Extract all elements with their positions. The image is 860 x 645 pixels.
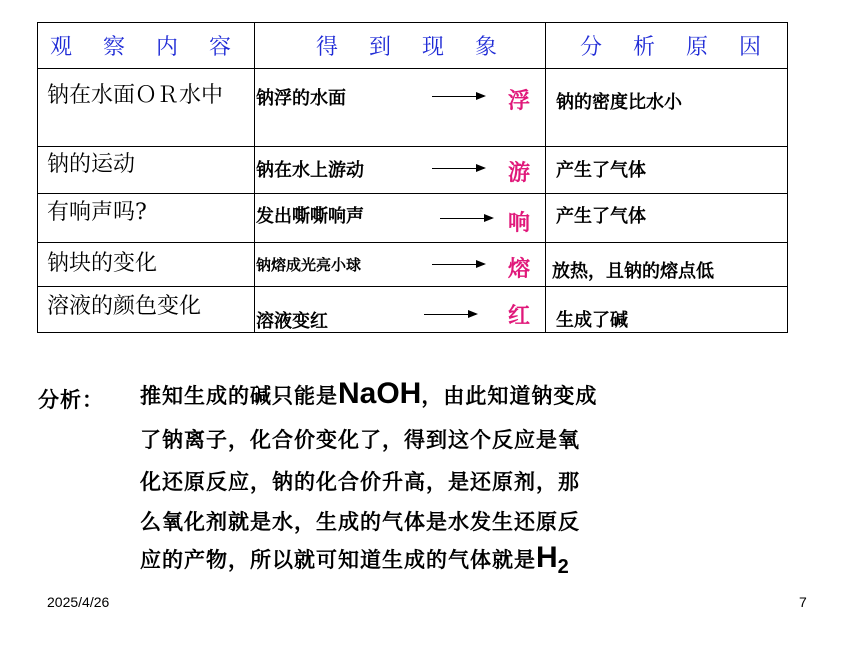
row1-arrow-icon xyxy=(432,96,484,97)
formula-naoh: NaOH xyxy=(338,377,422,410)
row2-observation: 钠的运动 xyxy=(47,152,136,177)
analysis-line-3: 化还原反应，钠的化合价升高，是还原剂，那 xyxy=(140,470,580,494)
footer-date: 2025/4/26 xyxy=(47,594,110,610)
row3-arrow-icon xyxy=(440,218,492,219)
analysis-label: 分析： xyxy=(38,388,104,412)
analysis-line-5 xyxy=(140,541,569,579)
row4-arrow-icon xyxy=(432,264,484,265)
row2-keyword: 游 xyxy=(508,161,531,186)
analysis-line-4: 么氧化剂就是水，生成的气体是水发生还原反 xyxy=(140,510,580,534)
table-row-divider-2 xyxy=(38,146,787,147)
row5-arrow-icon xyxy=(424,314,476,315)
row2-arrow-icon xyxy=(432,168,484,169)
row5-phenomenon: 溶液变红 xyxy=(256,311,328,332)
header-phenomenon: 得 到 现 象 xyxy=(316,34,509,60)
row3-phenomenon: 发出嘶嘶响声 xyxy=(256,206,364,227)
formula-h2-subscript: 2 xyxy=(557,556,569,578)
row5-observation: 溶液的颜色变化 xyxy=(47,294,202,319)
row5-keyword: 红 xyxy=(508,304,531,329)
row4-phenomenon: 钠熔成光亮小球 xyxy=(256,256,362,274)
header-reason: 分 析 原 因 xyxy=(580,34,773,60)
formula-h2-element: H xyxy=(536,541,558,574)
row4-reason: 放热，且钠的熔点低 xyxy=(552,261,714,282)
formula-h2 xyxy=(536,541,569,578)
table-row-divider-4 xyxy=(38,242,787,243)
table-row-divider-3 xyxy=(38,193,787,194)
analysis-line-1-pre: 推知生成的碱只能是 xyxy=(140,384,338,408)
row2-reason: 产生了气体 xyxy=(556,160,646,181)
analysis-line-5-pre: 应的产物，所以就可知道生成的气体就是 xyxy=(140,548,536,572)
row1-observation: 钠在水面ＯＲ水中 xyxy=(47,83,224,108)
table-row-divider-1 xyxy=(38,68,787,69)
row4-keyword: 熔 xyxy=(508,257,531,282)
header-observation: 观 察 内 容 xyxy=(50,34,243,60)
row3-observation: 有响声吗? xyxy=(47,200,147,225)
analysis-line-1-post: ，由此知道钠变成 xyxy=(421,384,598,408)
row1-reason: 钠的密度比水小 xyxy=(556,92,682,113)
footer-page-number: 7 xyxy=(799,594,807,610)
row5-reason: 生成了碱 xyxy=(556,310,628,331)
analysis-line-2: 了钠离子，化合价变化了，得到这个反应是氧 xyxy=(140,428,580,452)
row2-phenomenon: 钠在水上游动 xyxy=(256,160,364,181)
row3-keyword: 响 xyxy=(508,211,531,236)
analysis-line-1 xyxy=(140,377,597,411)
row1-keyword: 浮 xyxy=(508,89,531,114)
observation-table xyxy=(37,22,788,333)
row1-phenomenon: 钠浮的水面 xyxy=(256,88,346,109)
row3-reason: 产生了气体 xyxy=(556,206,646,227)
table-row-divider-5 xyxy=(38,286,787,287)
row4-observation: 钠块的变化 xyxy=(47,251,158,276)
